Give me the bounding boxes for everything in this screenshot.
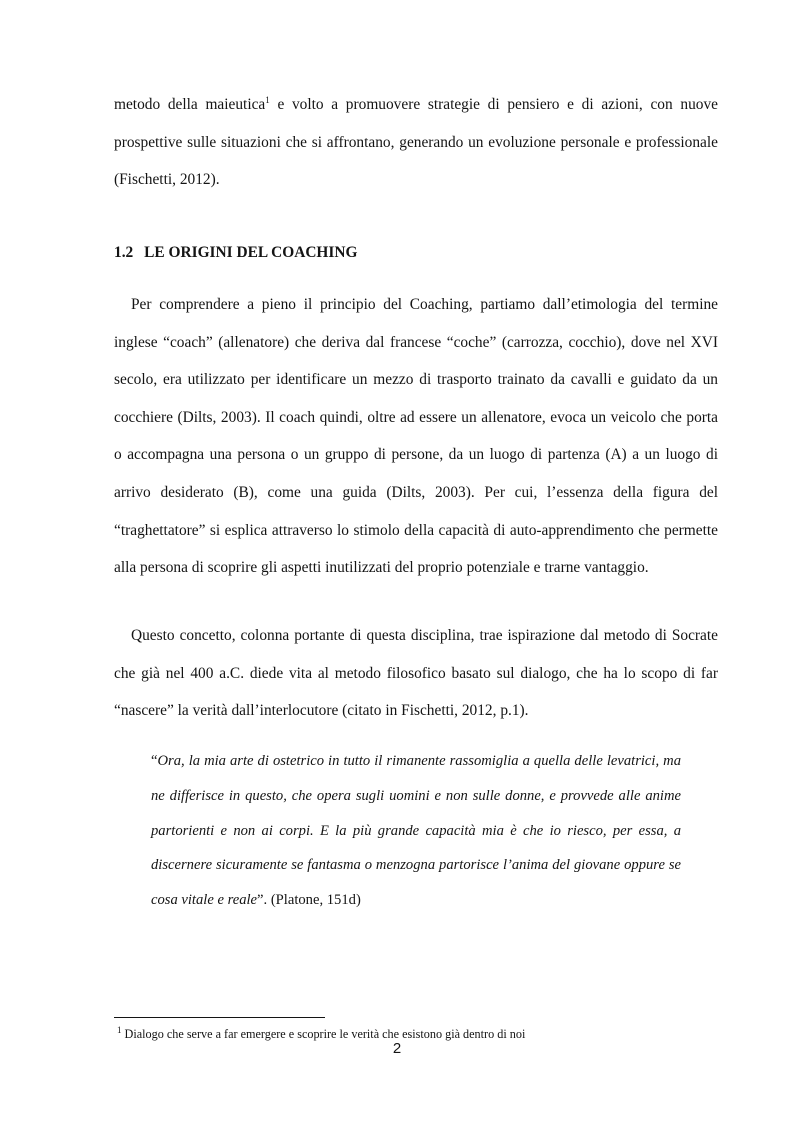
footnote-reference: 1	[265, 94, 270, 105]
paragraph-socrates: Questo concetto, colonna portante di questa disciplina, trae ispirazione dal metodo di Socrate che già nel 400 a.C. diede vita al metodo filosofico basato sul dialogo, che ha lo scopo di far “nascere” la verità dall’interlocutore (citato in Fischetti, 2012, p.1).	[114, 627, 718, 720]
section-heading	[114, 240, 357, 266]
footnote-divider	[114, 1017, 325, 1018]
footnote-text: Dialogo che serve a far emergere e scoprire le verità che esistono già dentro di noi	[121, 1027, 526, 1041]
paragraph-origins: Per comprendere a pieno il principio del Coaching, partiamo dall’etimologia del termine inglese “coach” (allenatore) che deriva dal francese “coche” (carrozza, cocchio), dove nel XVI secolo, era utilizzato per identificare un mezzo di trasporto trainato da cavalli e guidato da un cocchiere (Dilts, 2003). Il coach quindi, oltre ad essere un allenatore, evoca un veicolo che porta o accompagna una persona o un gruppo di persone, da un luogo di partenza (A) a un luogo di arrivo desiderato (B), come una guida (Dilts, 2003). Per cui, l’essenza della figura del “traghettatore” si esplica attraverso lo stimolo della capacità di auto-apprendimento che permette alla persona di scoprire gli aspetti inutilizzati del proprio potenziale e trarne vantaggio.	[114, 296, 718, 577]
section-title: LE ORIGINI DEL COACHING	[144, 244, 358, 261]
quote-citation: ”. (Platone, 151d)	[257, 892, 361, 909]
footnote-mark: 1	[117, 1024, 122, 1035]
section-number: 1.2	[114, 244, 134, 261]
platone-quote	[151, 744, 681, 918]
quote-text: Ora, la mia arte di ostetrico in tutto il rimanente rassomiglia a quella delle levatrici, ma ne differisce in questo, che opera sugli uomini e non sulle donne, e provvede alle anime partorienti e non ai corpi. E la più grande capacità mia è che io riesco, per essa, a discernere sicuramente se fantasma o menzogna partorisce l’anima del giovane oppure se cosa vitale e reale	[151, 753, 681, 909]
paragraph-maieutica-lead: metodo della maieutica	[114, 96, 266, 113]
paragraph-maieutica-rest: e volto a promuovere strategie di pensiero e di azioni, con nuove prospettive sulle situazioni che si affrontano, generando un evoluzione personale e professionale (Fischetti, 2012).	[114, 96, 718, 189]
quote-open-mark: “	[151, 753, 158, 769]
paragraph-maieutica	[114, 86, 718, 199]
page-number: 2	[392, 1040, 402, 1057]
